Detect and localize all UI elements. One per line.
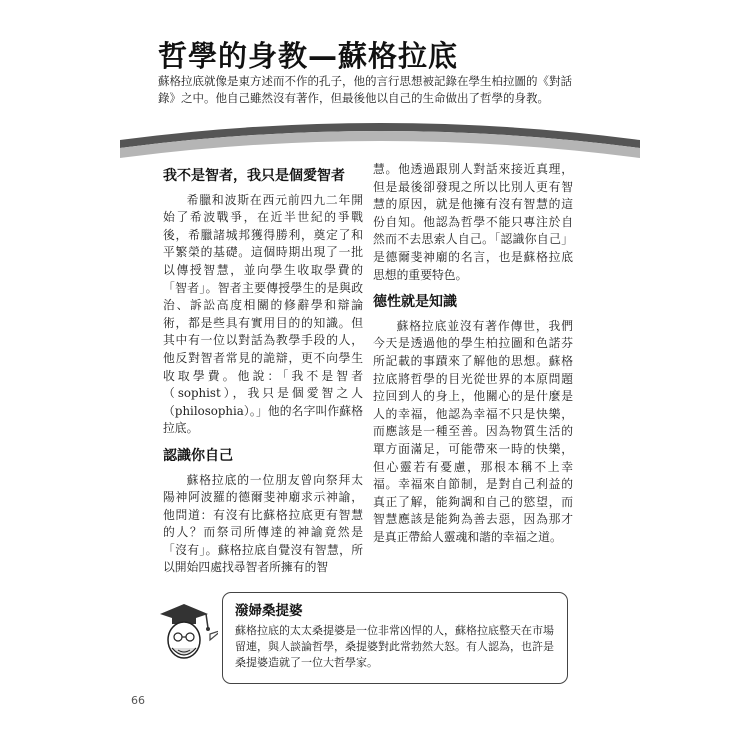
intro-paragraph: 蘇格拉底就像是東方述而不作的孔子，他的言行思想被記錄在學生柏拉圖的《對話錄》之中。他自己雖然沒有著作，但最後他以自己的生命做出了哲學的身教。 xyxy=(158,74,572,105)
page-number: 66 xyxy=(131,694,145,707)
section-heading-virtue-is-knowledge: 德性就是知識 xyxy=(373,294,457,311)
section-heading-know-thyself: 認識你自己 xyxy=(163,447,233,464)
section-body-know-thyself-continued: 慧。他透過跟別人對話來接近真理，但是最後卻發現之所以比別人更有智慧的原因，就是他擁有沒有智慧的這份自知。他認為哲學不能只專注於自然而不去思索人自己。「認識你自己」是德爾斐神廟的名言，也是蘇格拉底思想的重要特色。 xyxy=(373,162,573,282)
sidebar-title: 潑婦桑提婆 xyxy=(235,603,303,619)
section-heading-not-sophist: 我不是智者，我只是個愛智者 xyxy=(163,168,345,184)
page-title: 哲學的身教—蘇格拉底 xyxy=(158,39,459,73)
section-body-virtue-is-knowledge: 蘇格拉底並沒有著作傳世，我們今天是透過他的學生柏拉圖和色諾芬所記載的事蹟來了解他的思想。蘇格拉底將哲學的目光從世界的本原問題拉回到人的身上，他關心的是什麼是人的幸福，他認為幸福不只是快樂，而應該是一種至善。因為物質生活的單方面滿足，可能帶來一時的快樂，但心靈若有憂慮，那根本稱不上幸福。幸福來自節制，是對自己利益的真正了解，能夠調和自己的慾望，而智慧應該是能夠為善去惡，因為那才是真正帶給人靈魂和諧的幸福之道。 xyxy=(373,318,573,544)
section-body-know-thyself: 蘇格拉底的一位朋友曾向祭拜太陽神阿波羅的德爾斐神廟求示神諭，他問道：有沒有比蘇格拉底更有智慧的人？而祭司所傳達的神諭竟然是「沒有」。蘇格拉底自覺沒有智慧，所以開始四處找尋智者所擁有的智 xyxy=(163,472,363,575)
sidebar-box xyxy=(222,592,568,684)
left-column xyxy=(163,168,363,577)
section-body-not-sophist: 希臘和波斯在西元前四九二年開始了希波戰爭，在近半世紀的爭戰後，希臘諸城邦獲得勝利，奠定了和平繁榮的基礎。這個時期出現了一批以傳授智慧，並向學生收取學費的「智者」。智者主要傳授學生的是與政治、訴訟高度相關的修辭學和辯論術，都是些具有實用目的的知識。但其中有一位以對話為教學手段的人，他反對智者常見的詭辯，更不向學生收取學費。他說：「我不是智者（sophist），我只是個愛智之人（philosophia）。」他的名字叫作蘇格拉底。 xyxy=(163,192,363,436)
decorative-arc-divider xyxy=(120,112,640,160)
socrates-portrait-icon xyxy=(150,600,218,664)
sidebar-text: 蘇格拉底的太太桑提婆是一位非常凶悍的人，蘇格拉底整天在市場留連，與人談論哲學，桑提婆對此常勃然大怒。有人認為，也許是桑提婆造就了一位大哲學家。 xyxy=(235,624,554,669)
right-column xyxy=(373,161,573,546)
